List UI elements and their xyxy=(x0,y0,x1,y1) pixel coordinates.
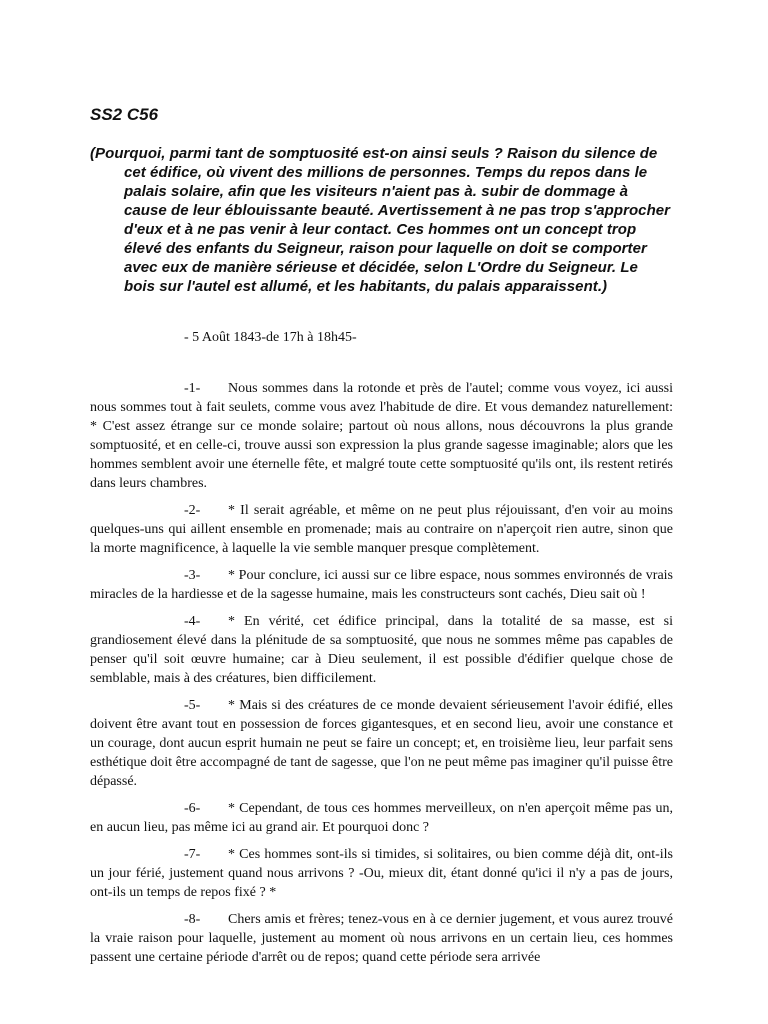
paragraph-4 xyxy=(90,612,673,688)
paragraph-text: * Pour conclure, ici aussi sur ce libre espace, nous sommes environnés de vrais miracles de la hardiesse et de la sagesse humaine, mais les constructeurs sont cachés, Dieu sait où ! xyxy=(90,568,673,602)
paragraph-number: -5- xyxy=(184,698,201,713)
paragraph-6 xyxy=(90,799,673,837)
paragraph-text: Chers amis et frères; tenez-vous en à ce dernier jugement, et vous aurez trouvé la vraie raison pour laquelle, justement au moment où nous arrivons en un certain lieu, ces hommes passent une certaine période d'arrêt ou de repos; quand cette période sera arrivée xyxy=(90,912,673,965)
paragraph-8 xyxy=(90,910,673,967)
paragraph-1 xyxy=(90,379,673,493)
date-line: - 5 Août 1843-de 17h à 18h45- xyxy=(184,330,357,345)
paragraph-number: -4- xyxy=(184,614,201,629)
paragraph-2 xyxy=(90,501,673,558)
paragraph-number: -8- xyxy=(184,912,201,927)
paragraph-text: * Mais si des créatures de ce monde devaient sérieusement l'avoir édifié, elles doivent être avant tout en possession de forces gigantesques, et en second lieu, avoir une constance et un courage, dont aucun esprit humain ne peut se faire un concept; et, en troisième lieu, leur parfait sens esthétique doit être accompagné de tant de sagesse, que l'on ne peut même pas imaginer qu'il puisse être dépassé. xyxy=(90,698,673,789)
paragraph-number: -7- xyxy=(184,847,201,862)
body-text xyxy=(90,379,673,967)
document-title: SS2 C56 xyxy=(90,105,159,124)
paragraph-7 xyxy=(90,845,673,902)
chapter-summary: (Pourquoi, parmi tant de somptuosité est-on ainsi seuls ? Raison du silence de cet édifice, où vivent des millions de personnes. Temps du repos dans le palais solaire, afin que les visiteurs n'aient pas à. subir de dommage à cause de leur éblouissante beauté. Avertissement à ne pas trop s'approcher d'eux et à ne pas venir à leur contact. Ces hommes ont un concept trop élevé des enfants du Seigneur, raison pour laquelle on doit se comporter avec eux de manière sérieuse et décidée, selon L'Ordre du Seigneur. Le bois sur l'autel est allumé, et les habitants, du palais apparaissent.) xyxy=(90,145,671,295)
paragraph-5 xyxy=(90,696,673,791)
paragraph-number: -6- xyxy=(184,801,201,816)
paragraph-text: * Ces hommes sont-ils si timides, si solitaires, ou bien comme déjà dit, ont-ils un jour férié, justement quand nous arrivons ? -Ou, mieux dit, étant donné qu'ici il n'y a pas de jours, ont-ils un temps de repos fixé ? * xyxy=(90,847,673,900)
paragraph-number: -1- xyxy=(184,381,201,396)
paragraph-3 xyxy=(90,566,673,604)
paragraph-number: -2- xyxy=(184,503,201,518)
document-page xyxy=(90,105,673,975)
paragraph-text: Nous sommes dans la rotonde et près de l'autel; comme vous voyez, ici aussi nous sommes tout à fait seulets, comme vous avez l'habitude de dire. Et vous demandez naturellement: * C'est assez étrange sur ce monde solaire; partout où nous allons, nous découvrons la plus grande somptuosité, et en celle-ci, trouve aussi son expression la plus grande sagesse imaginable; alors que les hommes semblent avoir une éternelle fête, et malgré toute cette somptuosité qu'ils ont, ils restent retirés dans leurs chambres. xyxy=(90,381,673,491)
paragraph-text: * Il serait agréable, et même on ne peut plus réjouissant, d'en voir au moins quelques-uns qui aillent ensemble en promenade; mais au contraire on n'aperçoit rien autre, sinon que la morte magnificence, à laquelle la vie semble manquer presque complètement. xyxy=(90,503,673,556)
paragraph-text: * En vérité, cet édifice principal, dans la totalité de sa masse, est si grandiosement élevé dans la plénitude de sa somptuosité, que nous ne sommes même pas capables de penser qu'il soit œuvre humaine; car à Dieu seulement, il est possible d'édifier quelque chose de semblable, mais à des créatures, bien difficilement. xyxy=(90,614,673,686)
paragraph-text: * Cependant, de tous ces hommes merveilleux, on n'en aperçoit même pas un, en aucun lieu, pas même ici au grand air. Et pourquoi donc ? xyxy=(90,801,673,835)
paragraph-number: -3- xyxy=(184,568,201,583)
